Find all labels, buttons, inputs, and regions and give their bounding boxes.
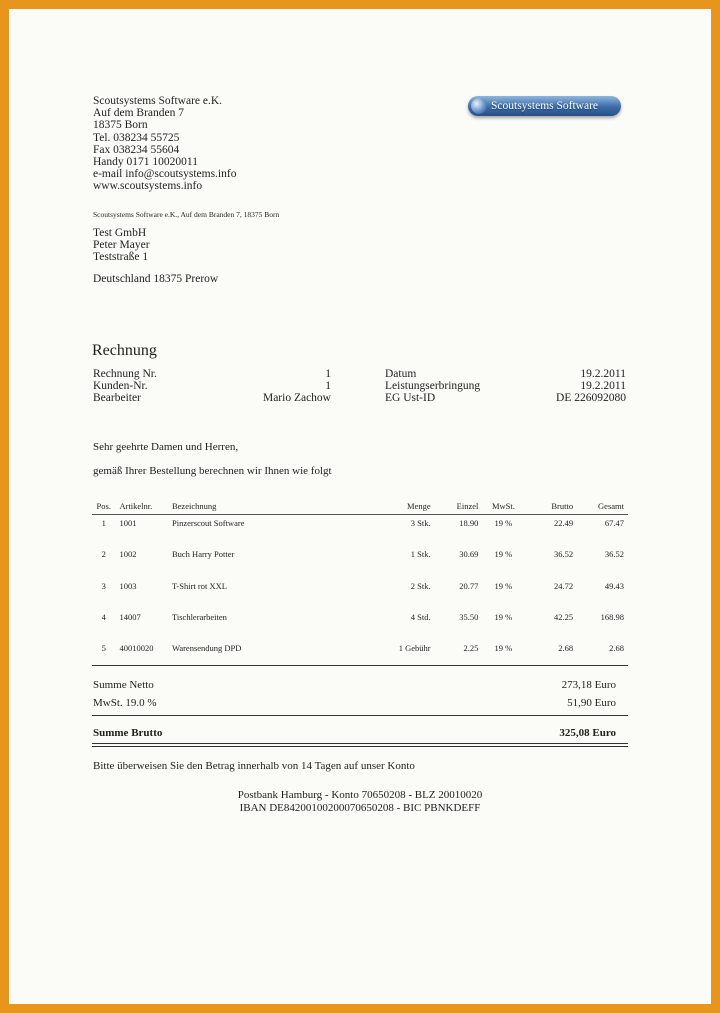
sender-mobile: Handy 0171 10020011: [93, 156, 198, 169]
return-address-line: Scoutsystems Software e.K., Auf dem Branden 7, 18375 Born: [93, 210, 280, 219]
date-value: 19.2.2011: [580, 368, 626, 380]
cell-article-number: 1002: [119, 549, 137, 560]
invoice-meta-left-values: [189, 368, 331, 404]
invoice-page: [9, 9, 711, 1004]
cell-total: 36.52: [604, 549, 624, 560]
cell-description: Pinzerscout Software: [171, 518, 245, 528]
cell-total: 2.68: [609, 643, 624, 654]
gross-total-row: [93, 727, 616, 739]
recipient-country-city: Deutschland 18375 Prerow: [93, 273, 219, 285]
invoice-meta-right-values: [489, 368, 626, 404]
cell-vat: 19 %: [494, 580, 513, 591]
header-vat: MwSt.: [480, 497, 526, 515]
logo-text: Scoutsystems Software: [491, 100, 599, 112]
cell-unit-price: 2.25: [463, 643, 479, 654]
logo-globe-icon: [471, 98, 487, 114]
recipient-street: Teststraße 1: [93, 251, 149, 264]
invoice-number-value: 1: [325, 368, 331, 380]
invoice-meta-right-labels: [385, 368, 480, 404]
totals-top-divider: [92, 665, 628, 666]
cell-unit-price: 30.69: [459, 549, 479, 560]
bank-details-line-1: Postbank Hamburg - Konto 70650208 - BLZ 20010020: [237, 789, 483, 801]
cell-vat: 19 %: [494, 518, 513, 528]
table-row: [92, 609, 628, 640]
vat-id-label: EG Ust-ID: [385, 392, 436, 404]
table-row: [92, 640, 628, 671]
cell-article-number: 1001: [119, 518, 137, 528]
payment-instruction: Bitte überweisen Sie den Betrag innerhalb von 14 Tagen auf unser Konto: [93, 760, 415, 772]
sender-city: 18375 Born: [93, 119, 148, 132]
sender-fax: Fax 038234 55604: [93, 143, 180, 156]
cell-gross: 36.52: [553, 549, 574, 560]
cell-article-number: 1003: [119, 580, 137, 591]
cell-quantity: 1 Gebühr: [398, 643, 431, 654]
vat-total-label: MwSt. 19.0 %: [93, 697, 157, 709]
header-quantity: Menge: [353, 497, 433, 515]
vat-total-value: 51,90 Euro: [567, 697, 616, 709]
net-total-label: Summe Netto: [93, 679, 154, 691]
header-article-number: Artikelnr.: [115, 497, 170, 515]
sender-website: www.scoutsystems.info: [93, 180, 203, 193]
cell-vat: 19 %: [494, 611, 513, 622]
cell-gross: 2.68: [558, 643, 574, 654]
sender-email: e-mail info@scoutsystems.info: [93, 168, 237, 181]
net-total-row: [93, 679, 616, 691]
salutation: Sehr geehrte Damen und Herren,: [93, 441, 239, 453]
cell-unit-price: 20.77: [459, 580, 479, 591]
cell-description: Tischlerarbeiten: [171, 611, 227, 622]
vat-id-value: DE 226092080: [556, 392, 626, 404]
totals-middle-divider: [92, 715, 628, 716]
cell-total: 49.43: [604, 580, 624, 591]
cell-quantity: 2 Stk.: [410, 580, 431, 591]
cell-position: 4: [101, 611, 106, 622]
net-total-value: 273,18 Euro: [561, 679, 616, 691]
cell-gross: 22.49: [553, 518, 574, 528]
cell-vat: 19 %: [494, 549, 513, 560]
sender-phone: Tel. 038234 55725: [93, 131, 180, 144]
cell-unit-price: 18.90: [459, 518, 479, 528]
totals-bottom-divider-1: [92, 743, 628, 744]
cell-unit-price: 35.50: [459, 611, 479, 622]
customer-number-label: Kunden-Nr.: [93, 380, 148, 392]
header-total: Gesamt: [575, 497, 628, 515]
cell-quantity: 3 Stk.: [410, 518, 431, 528]
header-gross: Brutto: [526, 497, 575, 515]
header-description: Bezeichnung: [170, 497, 353, 515]
recipient-address: [93, 227, 150, 264]
header-position: Pos.: [92, 497, 115, 515]
cell-quantity: 1 Stk.: [410, 549, 431, 560]
cell-position: 2: [101, 549, 106, 560]
line-items-table: [92, 497, 628, 671]
customer-number-value: 1: [325, 380, 331, 392]
cell-total: 168.98: [600, 611, 624, 622]
company-logo: [468, 96, 621, 116]
gross-total-value: 325,08 Euro: [559, 727, 616, 739]
table-row: [92, 515, 628, 547]
cell-vat: 19 %: [494, 643, 513, 654]
document-title: Rechnung: [92, 342, 157, 359]
table-row: [92, 546, 628, 577]
sender-company: Scoutsystems Software e.K.: [93, 95, 223, 107]
invoice-meta-left-labels: [93, 368, 157, 404]
date-label: Datum: [385, 368, 417, 380]
cell-position: 1: [101, 518, 106, 528]
cell-description: Buch Harry Potter: [171, 549, 235, 560]
cell-position: 3: [101, 580, 106, 591]
service-date-value: 19.2.2011: [580, 380, 626, 392]
vat-total-row: [93, 697, 616, 709]
cell-gross: 42.25: [553, 611, 574, 622]
header-unit-price: Einzel: [433, 497, 481, 515]
service-date-label: Leistungserbringung: [385, 380, 481, 392]
cell-description: Warensendung DPD: [171, 643, 242, 654]
cell-article-number: 40010020: [119, 643, 154, 654]
bank-details-line-2: IBAN DE84200100200070650208 - BIC PBNKDEFF: [239, 802, 481, 814]
cell-quantity: 4 Std.: [410, 611, 431, 622]
totals-bottom-divider-2: [92, 746, 628, 747]
table-header-row: [92, 497, 628, 515]
clerk-label: Bearbeiter: [93, 392, 141, 404]
cell-article-number: 14007: [119, 611, 141, 622]
recipient-company: Test GmbH: [93, 227, 147, 239]
invoice-number-label: Rechnung Nr.: [93, 368, 157, 380]
table-row: [92, 578, 628, 609]
recipient-contact: Peter Mayer: [93, 239, 150, 252]
sender-address: [93, 95, 236, 193]
cell-position: 5: [101, 643, 106, 654]
intro-text: gemäß Ihrer Bestellung berechnen wir Ihnen wie folgt: [93, 465, 332, 477]
clerk-value: Mario Zachow: [262, 392, 331, 404]
cell-gross: 24.72: [553, 580, 574, 591]
cell-total: 67.47: [604, 518, 624, 528]
gross-total-label: Summe Brutto: [93, 727, 163, 739]
cell-description: T-Shirt rot XXL: [171, 580, 227, 591]
sender-street: Auf dem Branden 7: [93, 107, 185, 120]
